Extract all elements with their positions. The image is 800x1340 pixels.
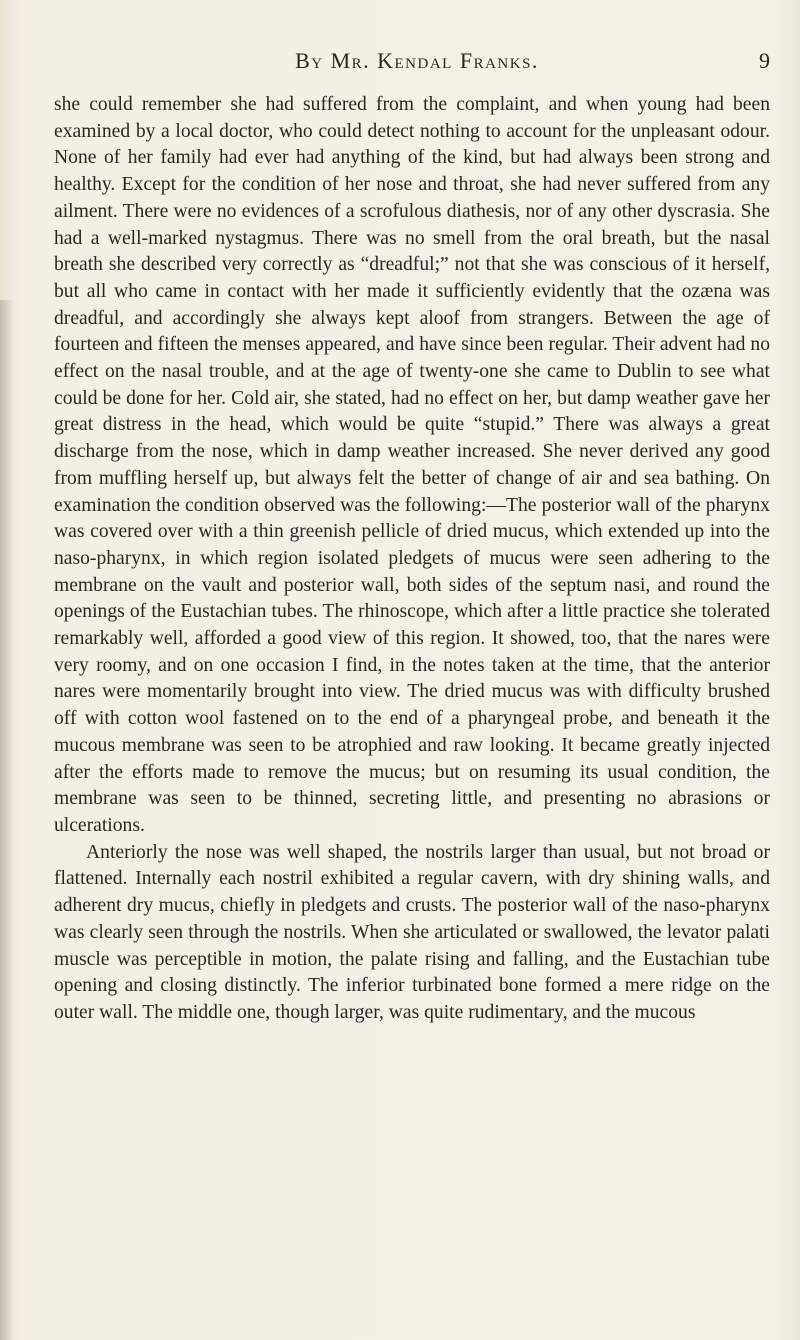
running-head [64,48,770,78]
paragraph: Anteriorly the nose was well shaped, the nostrils larger than usual, but not broad or flattened. Internally each nostril exhibited a regular cavern, with dry shining walls, and adherent dry mucus, chiefly in pledgets and crusts. The posterior wall of the naso-pharynx was clearly seen through the nostrils. When she articulated or swallowed, the levator palati muscle was perceptible in motion, the palate rising and falling, and the Eustachian tube opening and closing distinctly. The inferior turbinated bone formed a mere ridge on the outer wall. The middle one, though larger, was quite rudimentary, and the mucous [54,841,770,1023]
page-number: 9 [759,48,770,73]
running-title: By Mr. Kendal Franks. [295,48,539,73]
body-text [54,92,770,1027]
gutter-shadow [0,300,14,1340]
paragraph: she could remember she had suffered from the complaint, and when young had been examined by a local doctor, who could detect nothing to account for the unpleasant odour. None of her family had ever had anything of the kind, but had always been strong and healthy. Except for the condition of her nose and throat, she had never suffered from any ailment. There were no evidences of a scrofulous diathesis, nor of any other dyscrasia. She had a well-marked nystagmus. There was no smell from the oral breath, but the nasal breath she described very correctly as “dreadful;” not that she was conscious of it herself, but all who came in contact with her made it sufficiently evidently that the ozæna was dreadful, and accordingly she always kept aloof from strangers. Between the age of fourteen and fifteen the menses appeared, and have since been regular. Their advent had no effect on the nasal trouble, and at the age of twenty-one she came to Dublin to see what could be done for her. Cold air, she stated, had no effect on her, but damp weather gave her great distress in the head, which would be quite “stupid.” There was always a great discharge from the nose, which in damp weather increased. She never derived any good from muffling herself up, but always felt the better of change of air and sea bathing. On examination the condition observed was the following:—The posterior wall of the pharynx was covered over with a thin greenish pellicle of dried mucus, which extended up into the naso-pharynx, in which region isolated pledgets of mucus were seen adhering to the membrane on the vault and posterior wall, both sides of the septum nasi, and round the openings of the Eustachian tubes. The rhinoscope, which after a little practice she tolerated remarkably well, afforded a good view of this region. It showed, too, that the nares were very roomy, and on one occasion I find, in the notes taken at the time, that the anterior nares were momentarily brought into view. The dried mucus was with difficulty brushed off with cotton wool fastened on to the end of a pharyngeal probe, and beneath it the mucous membrane was seen to be atrophied and raw looking. It became greatly injected after the efforts made to remove the mucus; but on resuming its usual condition, the membrane was seen to be thinned, secreting little, and presenting no abrasions or ulcerations. [54,94,770,836]
